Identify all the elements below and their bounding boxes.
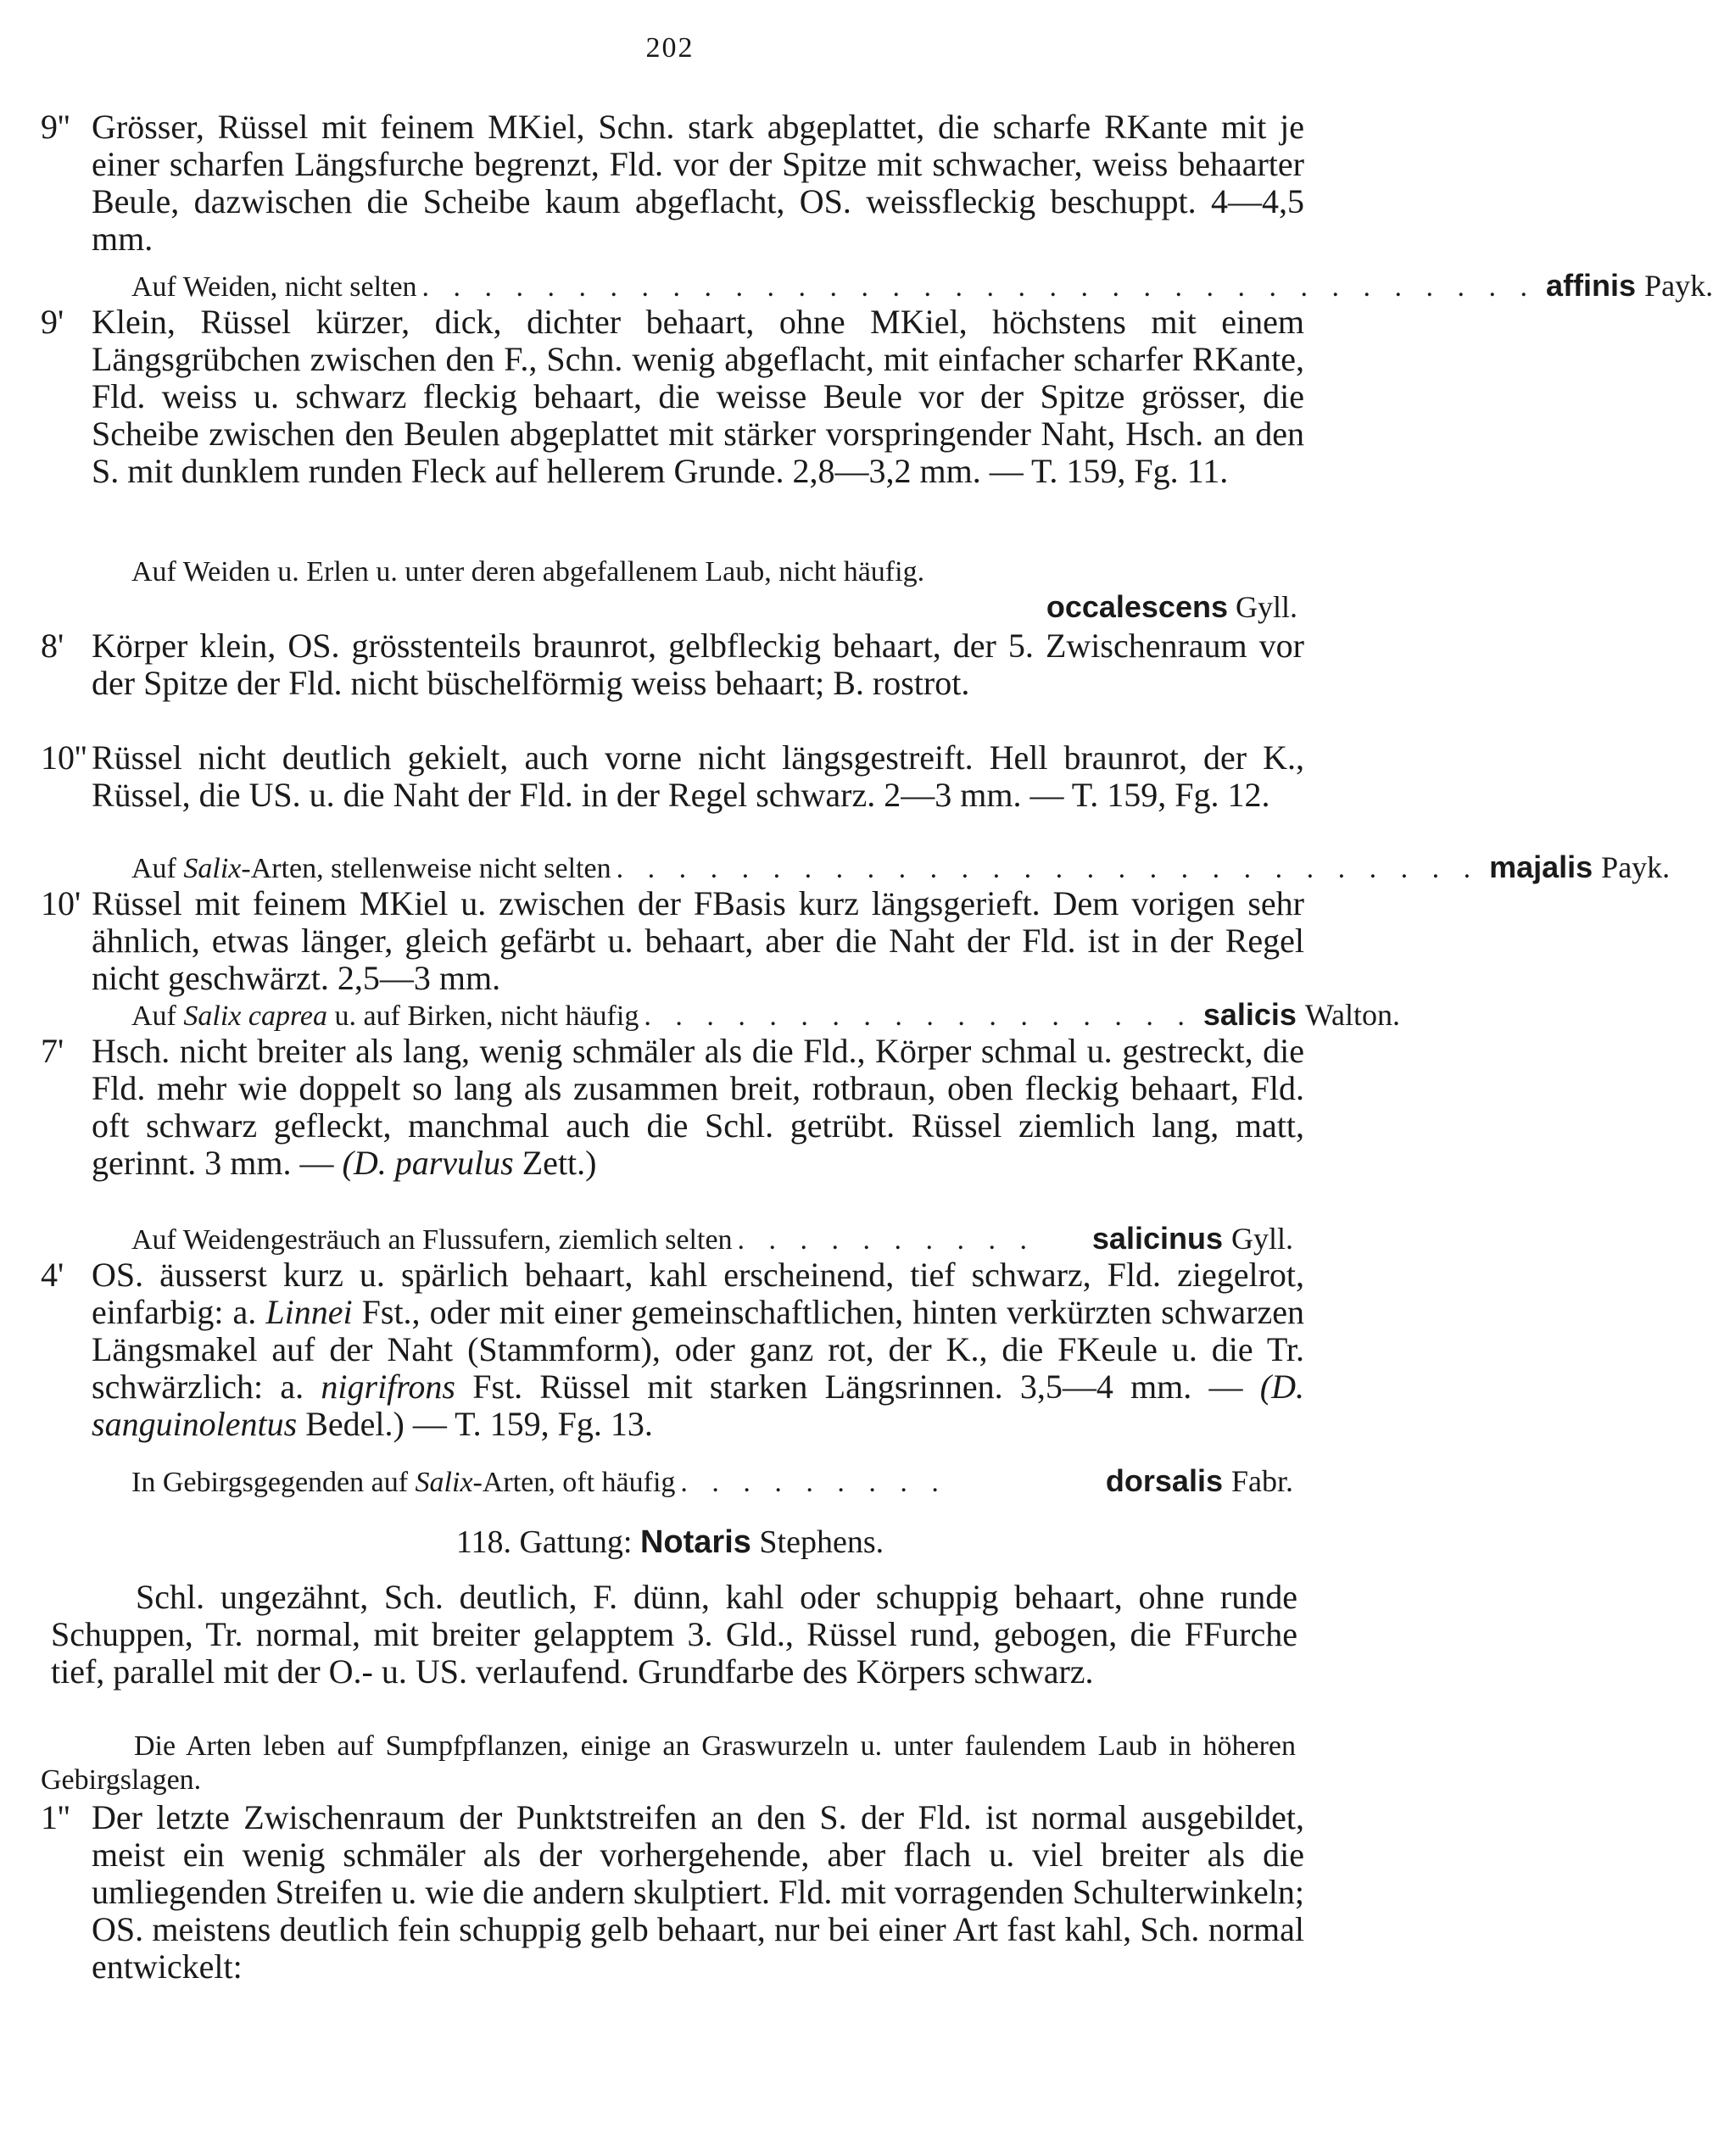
entry-italic-c: (D. sanguinolentus: [92, 1368, 1305, 1443]
habitat-line: [131, 268, 1713, 305]
species-name: salicinus: [1091, 1221, 1223, 1256]
habitat-text: Auf Weiden u. Erlen u. unter deren abgefallenem Laub, nicht häufig.: [131, 556, 925, 588]
species-name: dorsalis: [1105, 1463, 1223, 1498]
habitat-line: [131, 1221, 1293, 1258]
entry-text: Der letzte Zwischenraum der Punktstreifen an den S. der Fld. ist normal ausgebildet, meist ein wenig schmäler als der vorhergehende, aber flach u. viel breiter als die umliegenden Streifen u. wie die andern skulptiert. Fld. mit vorragenden Schulterwinkeln; OS. meistens deutlich fein schuppig gelb behaart, nur bei einer Art fast kahl, Sch. normal entwickelt:: [92, 1798, 1304, 1986]
genus-prefix: 118. Gattung:: [455, 1524, 633, 1560]
entry-key: 8': [41, 627, 64, 665]
habitat-post: -Arten, stellenweise nicht selten: [241, 853, 611, 884]
habitat-taxon: Salix caprea: [183, 1000, 328, 1032]
species-author: Payk.: [1644, 269, 1713, 303]
species-author: Fabr.: [1230, 1464, 1293, 1498]
habitat-pre: Auf: [131, 853, 184, 884]
habitat-line: [131, 997, 1400, 1034]
entry-text: Körper klein, OS. grösstenteils braunrot, gelbfleckig behaart, der 5. Zwischenraum vor der Spitze der Fld. nicht büschelförmig weiss behaart; B. rostrot.: [92, 627, 1304, 702]
habitat-text: Auf Weiden, nicht selten: [131, 271, 417, 303]
habitat-line: [131, 850, 1671, 887]
key-entry-1-double: [41, 1799, 1304, 1986]
habitat-pre: In Gebirgsgegenden auf: [131, 1467, 416, 1498]
key-entry-10-double: [41, 739, 1304, 814]
entry-italic-b: nigrifrons: [321, 1368, 455, 1406]
species-name: affinis: [1546, 268, 1637, 303]
genus-heading: [0, 1523, 1340, 1562]
entry-key: 7': [41, 1032, 64, 1070]
entry-key: 9': [41, 303, 64, 341]
page-number: 202: [645, 32, 695, 64]
species-name: occalescens: [1046, 589, 1228, 624]
genus-name: Notaris: [639, 1524, 751, 1560]
entry-text-a: OS. äusserst kurz u. spärlich behaart, kahl erscheinend, tief schwarz, Fld. ziegelrot, einfarbig: a.: [92, 1256, 1304, 1331]
entry-text-main: Hsch. nicht breiter als lang, wenig schmäler als die Fld., Körper schmal u. gestreckt, die Fld. mehr wie doppelt so lang als zusammen breit, rotbraun, oben fleckig behaart, Fld. oft schwarz gefleckt, manchmal auch die Schl. getrübt. Rüssel ziemlich lang, matt, gerinnt. 3 mm. —: [92, 1032, 1304, 1182]
habitat-taxon: Salix: [183, 853, 242, 884]
key-entry-7-single: [41, 1033, 1304, 1182]
genus-author: Stephens.: [759, 1524, 884, 1560]
species-line: [0, 588, 1297, 626]
habitat-text: [131, 999, 639, 1034]
entry-text-c: Fst. Rüssel mit starken Längsrinnen. 3,5—4 mm. —: [472, 1368, 1243, 1406]
habitat-line: [131, 1463, 1293, 1501]
entry-text: Klein, Rüssel kürzer, dick, dichter behaart, ohne MKiel, höchstens mit einem Längsgrübchen zwischen den F., Schn. wenig abgeflacht, mit einfacher scharfer RKante, Fld. weiss u. schwarz fleckig behaart, die weisse Beule vor der Spitze grösser, die Scheibe zwischen den Beulen abgeplattet mit stärker vorspringender Naht, Hsch. an den S. mit dunklem runden Fleck auf hellerem Grunde. 2,8—3,2 mm. — T. 159, Fg. 11.: [92, 303, 1304, 490]
entry-key: 10'': [41, 738, 87, 777]
key-entry-9-single: [41, 304, 1304, 490]
habitat-text: [131, 1465, 675, 1501]
genus-description: Schl. ungezähnt, Sch. deutlich, F. dünn, kahl oder schuppig behaart, ohne runde Schuppen, Tr. normal, mit breiter gelapptem 3. Gld., Rüssel rund, gebogen, die FFurche tief, parallel mit der O.- u. US. verlaufend. Grundfarbe des Körpers schwarz.: [51, 1578, 1297, 1691]
habitat-text: Auf Weidengesträuch an Flussufern, ziemlich selten: [131, 1224, 733, 1256]
leader-dots: . . . . . . . . . . . . . . . . . . . . . . . . . . . . . . . . . . . .: [421, 271, 1537, 303]
entry-key: 1'': [41, 1798, 70, 1836]
species-name: salicis: [1202, 997, 1297, 1032]
entry-text-italic: (D. parvulus: [342, 1144, 514, 1182]
entry-italic-a: Linnei: [265, 1293, 353, 1331]
habitat-pre: Auf: [131, 1000, 184, 1032]
entry-key: 10': [41, 884, 81, 922]
entry-key: 4': [41, 1256, 64, 1294]
habitat-taxon: Salix: [415, 1467, 473, 1498]
leader-dots: . . . . . . . . . . . . . . . . . .: [644, 1000, 1193, 1032]
entry-text: Rüssel nicht deutlich gekielt, auch vorne nicht längsgestreift. Hell braunrot, der K., Rüssel, die US. u. die Naht der Fld. in der Regel schwarz. 2—3 mm. — T. 159, Fg. 12.: [92, 738, 1304, 814]
habitat-post: u. auf Birken, nicht häufig: [327, 1000, 639, 1032]
species-author: Payk.: [1601, 850, 1671, 884]
entry-text-d: Bedel.) — T. 159, Fg. 13.: [305, 1405, 653, 1443]
habitat-line: [131, 554, 1293, 590]
key-entry-10-single: [41, 885, 1304, 997]
species-name: majalis: [1489, 850, 1593, 884]
habitat-post: -Arten, oft häufig: [472, 1467, 676, 1498]
leader-dots: . . . . . . . . . .: [737, 1224, 1036, 1256]
entry-text: [92, 1033, 1304, 1182]
entry-key: 9'': [41, 108, 70, 146]
species-author: Gyll.: [1235, 590, 1297, 624]
entry-text-after: Zett.): [522, 1144, 597, 1182]
entry-text: Rüssel mit feinem MKiel u. zwischen der FBasis kurz längsgerieft. Dem vorigen sehr ähnlich, etwas länger, gleich gefärbt u. behaart, aber die Naht der Fld. ist in der Regel nicht geschwärzt. 2,5—3 mm.: [92, 884, 1304, 997]
entry-text: Grösser, Rüssel mit feinem MKiel, Schn. stark abgeplattet, die scharfe RKante mit je einer scharfen Längsfurche begrenzt, Fld. vor der Spitze mit schwacher, weiss behaarter Beule, dazwischen die Scheibe kaum abgeflacht, OS. weissfleckig beschuppt. 4—4,5 mm.: [92, 108, 1304, 258]
key-entry-4-single: [41, 1256, 1304, 1443]
leader-dots: . . . . . . . . . . . . . . . . . . . . . . . . . . . .: [616, 853, 1480, 884]
habitat-text: [131, 851, 611, 887]
entry-text-b: Fst., oder mit einer gemeinschaftlichen, hinten verkürzten schwarzen Längsmakel auf der Naht (Stammform), oder ganz rot, der K., die FKeule u. die Tr. schwärzlich: a.: [92, 1293, 1304, 1406]
genus-habitat: Die Arten leben auf Sumpfpflanzen, einige an Graswurzeln u. unter faulendem Laub in höheren Gebirgslagen.: [41, 1730, 1296, 1796]
species-author: Gyll.: [1230, 1222, 1293, 1256]
entry-text: [92, 1256, 1304, 1443]
species-author: Walton.: [1304, 998, 1400, 1032]
key-entry-9-double: [41, 109, 1304, 258]
leader-dots: . . . . . . . . .: [680, 1467, 947, 1498]
key-entry-8-single: [41, 627, 1304, 702]
